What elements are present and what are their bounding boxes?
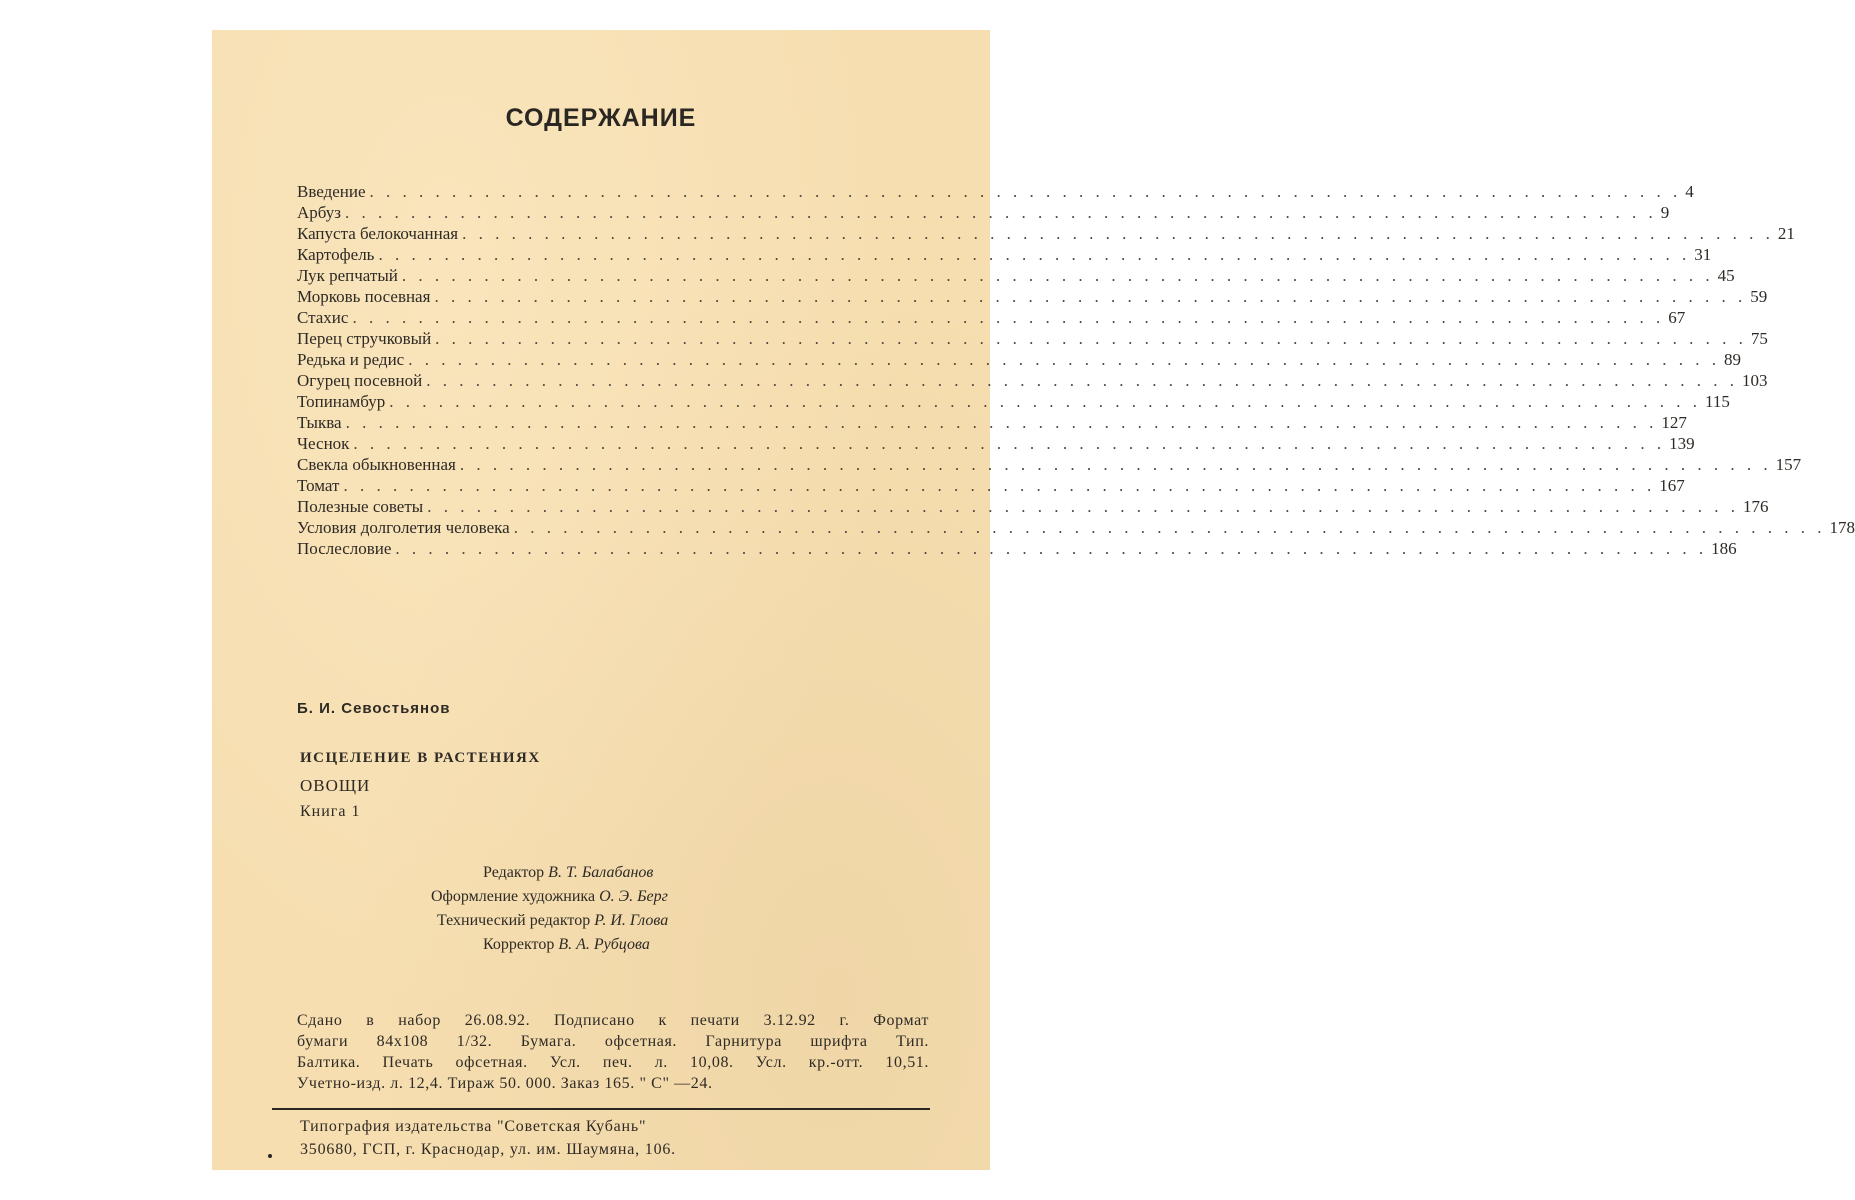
imprint-line: Сдано в набор 26.08.92. Подписано к печати 3.12.92 г. Формат (297, 1012, 929, 1029)
toc-leader-dots: . . . . . . . . . . . . . . . . . . . . . . . . . . . . . . . . . . . . . . . . . . . . . . . . . . . . . . . . . . . . . . . . . . . . . . . . . . . . . . . . (378, 245, 1691, 264)
toc-leader-dots: . . . . . . . . . . . . . . . . . . . . . . . . . . . . . . . . . . . . . . . . . . . . . . . . . . . . . . . . . . . . . . . . . . . . . . . . . . . . . . . . (389, 392, 1701, 411)
credit-person: О. Э. Берг (599, 888, 668, 905)
toc-entry-label: Введение (297, 182, 366, 201)
toc-leader-dots: . . . . . . . . . . . . . . . . . . . . . . . . . . . . . . . . . . . . . . . . . . . . . . . . . . . . . . . . . . . . . . . . . . . . . . . . . . . . . . . . (408, 350, 1720, 369)
toc-entry (297, 202, 1670, 223)
toc-entry-page: 75 (1750, 329, 1768, 348)
author-name: Б. И. Севостьянов (297, 700, 451, 717)
toc-entry-label: Арбуз (297, 203, 341, 222)
credit-proofreader (483, 933, 650, 956)
toc-leader-dots: . . . . . . . . . . . . . . . . . . . . . . . . . . . . . . . . . . . . . . . . . . . . . . . . . . . . . . . . . . . . . . . . . . . . . . . . . . . . . . . . (369, 182, 1682, 201)
imprint-line: бумаги 84х108 1/32. Бумага. офсетная. Гарнитура шрифта Тип. (297, 1033, 929, 1050)
book-subtitle: ОВОЩИ (300, 776, 371, 795)
toc-entry-label: Стахис (297, 308, 349, 327)
toc-entry (297, 496, 1769, 517)
toc-entry-page: 4 (1685, 182, 1694, 201)
toc-leader-dots: . . . . . . . . . . . . . . . . . . . . . . . . . . . . . . . . . . . . . . . . . . . . . . . . . . . . . . . . . . . . . . . . . . . . . . . . . . . . . . . . (345, 413, 1658, 432)
credit-person: Р. И. Глова (594, 912, 669, 929)
printer-address: 350680, ГСП, г. Краснодар, ул. им. Шаумяна, 106. (300, 1141, 676, 1158)
book-volume: Книга 1 (300, 803, 361, 820)
toc-entry-page: 186 (1711, 539, 1737, 558)
toc-leader-dots: . . . . . . . . . . . . . . . . . . . . . . . . . . . . . . . . . . . . . . . . . . . . . . . . . . . . . . . . . . . . . . . . . . . . . . . . . . . . . . . . (352, 308, 1665, 327)
toc-entry-label: Картофель (297, 245, 375, 264)
toc-leader-dots: . . . . . . . . . . . . . . . . . . . . . . . . . . . . . . . . . . . . . . . . . . . . . . . . . . . . . . . . . . . . . . . . . . . . . . . . . . . . . . . . (427, 497, 1739, 516)
credit-artist (431, 885, 668, 908)
toc-entry-label: Чеснок (297, 434, 350, 453)
toc-entry-label: Послесловие (297, 539, 392, 558)
credit-role: Корректор (483, 936, 555, 953)
toc-entry (297, 265, 1735, 286)
toc-entry (297, 538, 1737, 559)
toc-entry (297, 391, 1730, 412)
toc-leader-dots: . . . . . . . . . . . . . . . . . . . . . . . . . . . . . . . . . . . . . . . . . . . . . . . . . . . . . . . . . . . . . . . . . . . . . . . . . . . . . . . . (459, 455, 1772, 474)
toc-entry-page: 103 (1741, 371, 1768, 390)
toc-entry (297, 454, 1802, 475)
toc-entry-page: 167 (1659, 476, 1685, 495)
ink-speck (268, 1154, 272, 1158)
toc-entry (297, 223, 1795, 244)
toc-entry-label: Полезные советы (297, 497, 424, 516)
toc-leader-dots: . . . . . . . . . . . . . . . . . . . . . . . . . . . . . . . . . . . . . . . . . . . . . . . . . . . . . . . . . . . . . . . . . . . . . . . . . . . . . . . . (401, 266, 1714, 285)
credit-editor (483, 861, 653, 884)
table-of-contents (297, 181, 1855, 559)
toc-leader-dots: . . . . . . . . . . . . . . . . . . . . . . . . . . . . . . . . . . . . . . . . . . . . . . . . . . . . . . . . . . . . . . . . . . . . . . . . . . . . . . . . (353, 434, 1666, 453)
toc-entry (297, 307, 1686, 328)
toc-entry (297, 517, 1855, 538)
toc-entry-page: 176 (1742, 497, 1769, 516)
toc-entry-label: Морковь посевная (297, 287, 431, 306)
imprint-block (297, 1010, 929, 1094)
toc-entry-page: 59 (1750, 287, 1768, 306)
toc-leader-dots: . . . . . . . . . . . . . . . . . . . . . . . . . . . . . . . . . . . . . . . . . . . . . . . . . . . . . . . . . . . . . . . . . . . . . . . . . . . . . . . . (462, 224, 1774, 243)
toc-entry-label: Свекла обыкновенная (297, 455, 456, 474)
toc-entry-page: 9 (1660, 203, 1670, 222)
toc-entry-page: 157 (1775, 455, 1802, 474)
toc-leader-dots: . . . . . . . . . . . . . . . . . . . . . . . . . . . . . . . . . . . . . . . . . . . . . . . . . . . . . . . . . . . . . . . . . . . . . . . . . . . . . . . . (395, 539, 1708, 558)
credit-role: Редактор (483, 864, 545, 881)
contents-title: СОДЕРЖАНИЕ (505, 104, 697, 132)
toc-entry-page: 178 (1829, 518, 1855, 537)
credit-person: В. А. Рубцова (558, 936, 650, 953)
credit-role: Технический редактор (437, 912, 591, 929)
toc-leader-dots: . . . . . . . . . . . . . . . . . . . . . . . . . . . . . . . . . . . . . . . . . . . . . . . . . . . . . . . . . . . . . . . . . . . . . . . . . . . . . . . . (345, 203, 1657, 222)
imprint-line: Балтика. Печать офсетная. Усл. печ. л. 10,08. Усл. кр.-отт. 10,51. (297, 1054, 929, 1071)
toc-entry-label: Редька и редис (297, 350, 405, 369)
toc-entry-page: 31 (1694, 245, 1712, 264)
toc-entry (297, 328, 1768, 349)
book-page (212, 30, 1855, 1170)
toc-leader-dots: . . . . . . . . . . . . . . . . . . . . . . . . . . . . . . . . . . . . . . . . . . . . . . . . . . . . . . . . . . . . . . . . . . . . . . . . . . . . . . . . (434, 287, 1747, 306)
toc-leader-dots: . . . . . . . . . . . . . . . . . . . . . . . . . . . . . . . . . . . . . . . . . . . . . . . . . . . . . . . . . . . . . . . . . . . . . . . . . . . . . . . . (513, 518, 1826, 537)
toc-entry-label: Капуста белокочанная (297, 224, 459, 243)
credit-tech-editor (437, 909, 668, 932)
toc-entry-label: Условия долголетия человека (297, 518, 510, 537)
printer-name: Типография издательства "Советская Кубань" (300, 1118, 647, 1135)
toc-entry (297, 475, 1685, 496)
toc-entry-label: Томат (297, 476, 340, 495)
toc-entry-label: Топинамбур (297, 392, 386, 411)
toc-entry-label: Огурец посевной (297, 371, 423, 390)
credit-role: Оформление художника (431, 888, 596, 905)
divider (272, 1108, 930, 1110)
book-title: ИСЦЕЛЕНИЕ В РАСТЕНИЯХ (300, 750, 541, 766)
toc-entry (297, 370, 1768, 391)
toc-entry (297, 244, 1712, 265)
toc-entry (297, 349, 1741, 370)
toc-entry-page: 139 (1669, 434, 1695, 453)
toc-entry-label: Перец стручковый (297, 329, 432, 348)
toc-entry-page: 127 (1661, 413, 1687, 432)
toc-leader-dots: . . . . . . . . . . . . . . . . . . . . . . . . . . . . . . . . . . . . . . . . . . . . . . . . . . . . . . . . . . . . . . . . . . . . . . . . . . . . . . . . (435, 329, 1747, 348)
toc-entry-page: 21 (1777, 224, 1795, 243)
toc-entry (297, 433, 1695, 454)
toc-entry (297, 412, 1687, 433)
toc-entry (297, 181, 1694, 202)
printer-info (300, 1115, 676, 1161)
toc-leader-dots: . . . . . . . . . . . . . . . . . . . . . . . . . . . . . . . . . . . . . . . . . . . . . . . . . . . . . . . . . . . . . . . . . . . . . . . . . . . . . . . . (343, 476, 1656, 495)
toc-entry-page: 89 (1723, 350, 1741, 369)
toc-entry-page: 67 (1668, 308, 1686, 327)
toc-entry-label: Тыква (297, 413, 342, 432)
credit-person: В. Т. Балабанов (548, 864, 654, 881)
imprint-line: Учетно-изд. л. 12,4. Тираж 50. 000. Заказ 165. " С" —24. (297, 1075, 713, 1092)
toc-entry (297, 286, 1768, 307)
toc-entry-page: 115 (1704, 392, 1730, 411)
toc-entry-page: 45 (1717, 266, 1735, 285)
toc-entry-label: Лук репчатый (297, 266, 398, 285)
toc-leader-dots: . . . . . . . . . . . . . . . . . . . . . . . . . . . . . . . . . . . . . . . . . . . . . . . . . . . . . . . . . . . . . . . . . . . . . . . . . . . . . . . . (426, 371, 1738, 390)
